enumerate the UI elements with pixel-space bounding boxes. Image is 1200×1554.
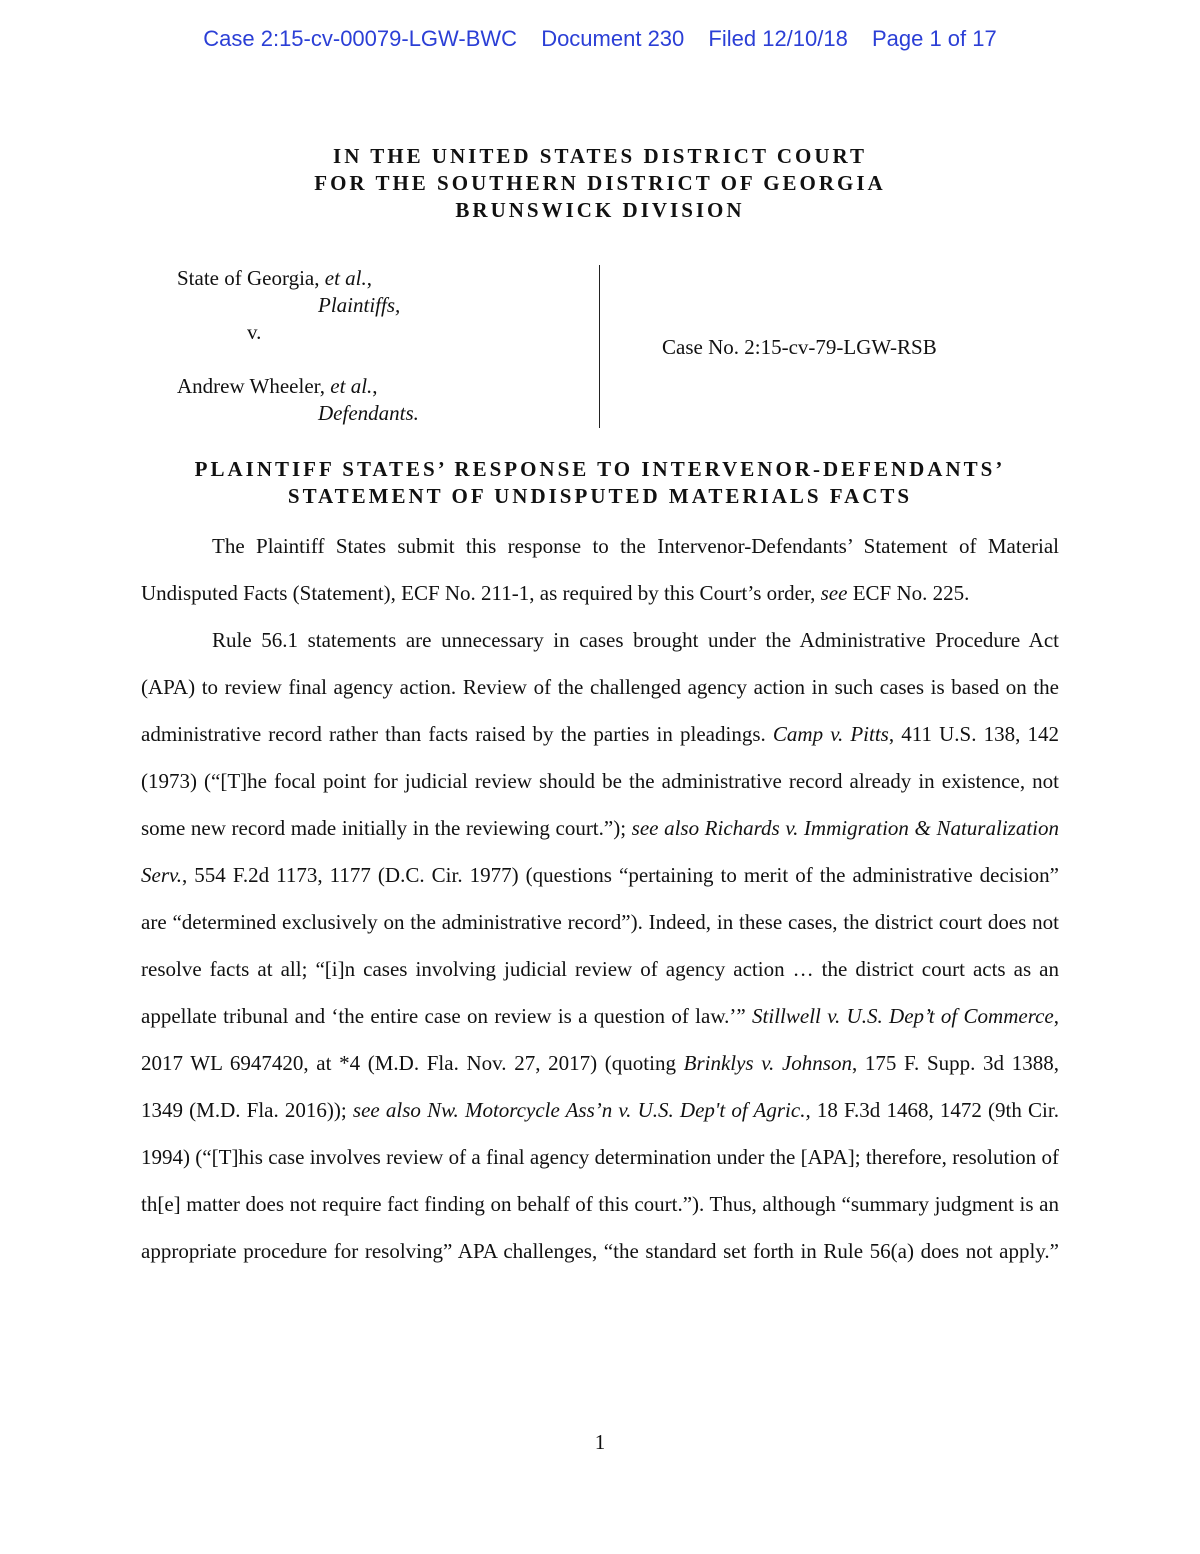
plaintiffs-label: Plaintiffs, bbox=[318, 293, 401, 317]
court-heading bbox=[0, 143, 1200, 224]
court-line-2: FOR THE SOUTHERN DISTRICT OF GEORGIA bbox=[314, 171, 886, 195]
title-line-2: STATEMENT OF UNDISPUTED MATERIALS FACTS bbox=[287, 484, 913, 508]
case-caption-parties bbox=[177, 265, 419, 427]
defendant-line: Andrew Wheeler, et al., bbox=[177, 374, 378, 398]
page-number: 1 bbox=[594, 1430, 606, 1454]
page-count: Page 1 of 17 bbox=[871, 26, 997, 51]
versus: v. bbox=[247, 320, 262, 344]
filing-stamp bbox=[0, 26, 1200, 52]
paragraph-2: Rule 56.1 statements are unnecessary in cases brought under the Administrative Procedure Act (APA) to review final agency action. Review of the challenged agency action in such cases is based on the administrative record rather than facts raised by the parties in pleadings. Camp v. Pitts, 411 U.S. 138, 142 (1973) (“[T]he focal point for judicial review should be the administrative record already in existence, not some new record made initially in the reviewing court.”); see also Richards v. Immigration & Naturalization Serv., 554 F.2d 1173, 1177 (D.C. Cir. 1977) (questions “pertaining to merit of the administrative decision” are “determined exclusively on the administrative record”). Indeed, in these cases, the district court does not resolve facts at all; “[i]n cases involving judicial review of agency action … the district court acts as an appellate tribunal and ‘the entire case on review is a question of law.’” Stillwell v. U.S. Dep’t of Commerce, 2017 WL 6947420, at *4 (M.D. Fla. Nov. 27, 2017) (quoting Brinklys v. Johnson, 175 F. Supp. 3d 1388, 1349 (M.D. Fla. 2016)); see also Nw. Motorcycle Ass’n v. U.S. Dep't of Agric., 18 F.3d 1468, 1472 (9th Cir. 1994) (“[T]his case involves review of a final agency determination under the [APA]; therefore, resolution of th[e] matter does not require fact finding on behalf of this court.”). Thus, although “summary judgment is an appropriate procedure for resolving” APA challenges, “the standard set forth in Rule 56(a) does not apply.” bbox=[141, 628, 1059, 1263]
plaintiff-line: State of Georgia, et al., bbox=[177, 266, 372, 290]
case-number: Case 2:15-cv-00079-LGW-BWC bbox=[203, 26, 518, 51]
case-number-caption: Case No. 2:15-cv-79-LGW-RSB bbox=[662, 335, 937, 359]
document-number: Document 230 bbox=[541, 26, 685, 51]
court-line-3: BRUNSWICK DIVISION bbox=[455, 198, 745, 222]
defendants-label: Defendants. bbox=[318, 401, 419, 425]
paragraph-1: The Plaintiff States submit this response to the Intervenor-Defendants’ Statement of Material Undisputed Facts (Statement), ECF No. 211-1, as required by this Court’s order, see ECF No. 225. bbox=[141, 534, 1059, 605]
caption-divider bbox=[599, 265, 600, 428]
document-title bbox=[0, 456, 1200, 510]
court-line-1: IN THE UNITED STATES DISTRICT COURT bbox=[333, 144, 867, 168]
body-text bbox=[141, 523, 1059, 1275]
filed-date: Filed 12/10/18 bbox=[708, 26, 848, 51]
title-line-1: PLAINTIFF STATES’ RESPONSE TO INTERVENOR-DEFENDANTS’ bbox=[194, 457, 1006, 481]
